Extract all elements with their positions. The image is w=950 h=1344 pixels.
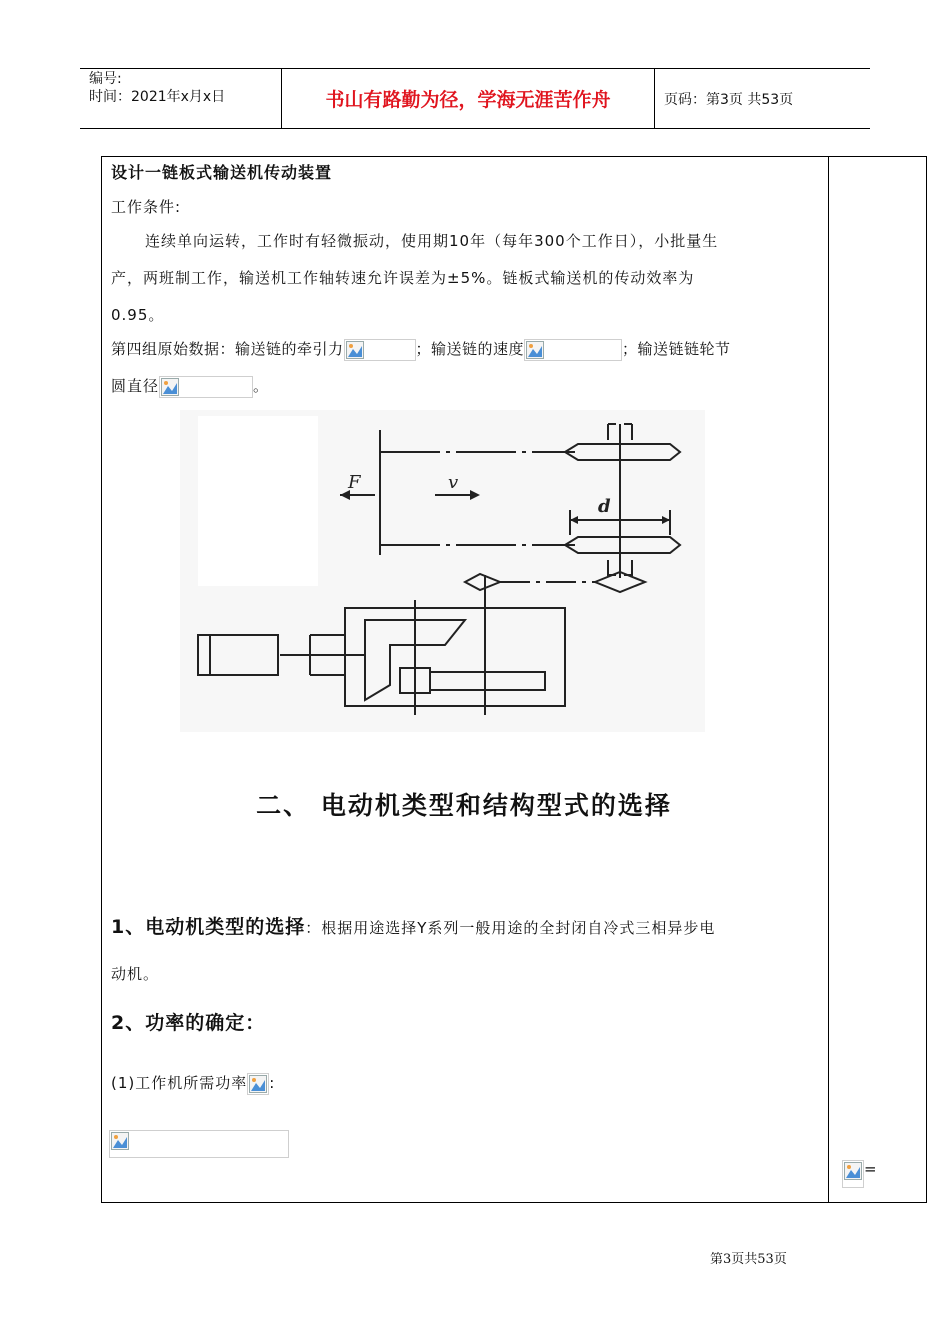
side-equals: = xyxy=(864,1160,877,1178)
data-end-mark: 。 xyxy=(253,377,270,395)
broken-image-icon xyxy=(161,378,179,396)
transmission-diagram xyxy=(180,410,705,732)
conditions-line-1: 连续单向运转，工作时有轻微振动，使用期10年（每年300个工作日），小批量生 xyxy=(145,232,719,250)
conditions-label: 工作条件: xyxy=(111,198,182,216)
data-diameter-label: 圆直径 xyxy=(111,377,160,395)
header-number: 编号: xyxy=(89,71,122,87)
conditions-line-2: 产，两班制工作，输送机工作轴转速允许误差为±5%。链板式输送机的传动效率为 xyxy=(111,269,695,287)
formula-image-power-calc-wrap xyxy=(109,1130,289,1158)
diagram-blank-area xyxy=(198,416,318,586)
formula-image-power-calc xyxy=(109,1130,289,1158)
data-sprocket-label: ；输送链链轮节 xyxy=(622,340,731,358)
item-1-heading: 1、电动机类型的选择 xyxy=(111,916,306,938)
item-1-line-2: 动机。 xyxy=(111,965,160,983)
data-line-1 xyxy=(111,338,731,361)
broken-image-icon xyxy=(111,1132,129,1150)
data-traction-label: 第四组原始数据：输送链的牵引力 xyxy=(111,340,344,358)
broken-image-icon xyxy=(346,341,364,359)
side-formula xyxy=(842,1160,877,1188)
formula-image-speed xyxy=(524,339,622,361)
item-3-line xyxy=(111,1072,275,1095)
data-speed-label: ；输送链的速度 xyxy=(415,340,525,358)
footer-page-number: 第3页共53页 xyxy=(710,1252,787,1267)
section-title: 二、 电动机类型和结构型式的选择 xyxy=(256,791,672,820)
header-top-rule xyxy=(80,68,870,69)
item-2-heading: 2、功率的确定： xyxy=(111,1012,266,1034)
item-3-text: (1)工作机所需功率 xyxy=(111,1074,248,1092)
header-meta xyxy=(89,70,225,106)
header-divider-right xyxy=(654,68,655,128)
item-1-text: ：根据用途选择Y系列一般用途的全封闭自冷式三相异步电 xyxy=(305,919,716,937)
broken-image-icon xyxy=(844,1162,862,1180)
label-force: F xyxy=(348,472,361,493)
broken-image-icon xyxy=(526,341,544,359)
header-page-info: 页码：第3页 共53页 xyxy=(664,92,794,108)
header-motto: 书山有路勤为径，学海无涯苦作舟 xyxy=(325,89,611,111)
label-velocity: v xyxy=(448,472,459,493)
header-time: 时间：2021年x月x日 xyxy=(89,89,226,105)
formula-image-diameter xyxy=(159,376,253,398)
formula-image-power xyxy=(247,1073,269,1095)
side-column xyxy=(828,156,927,1203)
header-bottom-rule xyxy=(80,128,870,129)
item-3-colon: : xyxy=(269,1074,276,1092)
conditions-line-3: 0.95。 xyxy=(111,306,165,324)
data-line-2 xyxy=(111,375,269,398)
formula-image-traction xyxy=(344,339,416,361)
formula-image-side xyxy=(842,1160,864,1188)
broken-image-icon xyxy=(249,1075,267,1093)
design-title: 设计一链板式输送机传动装置 xyxy=(111,163,333,182)
label-diameter: d xyxy=(598,496,611,517)
item-1-line-1 xyxy=(111,912,715,939)
